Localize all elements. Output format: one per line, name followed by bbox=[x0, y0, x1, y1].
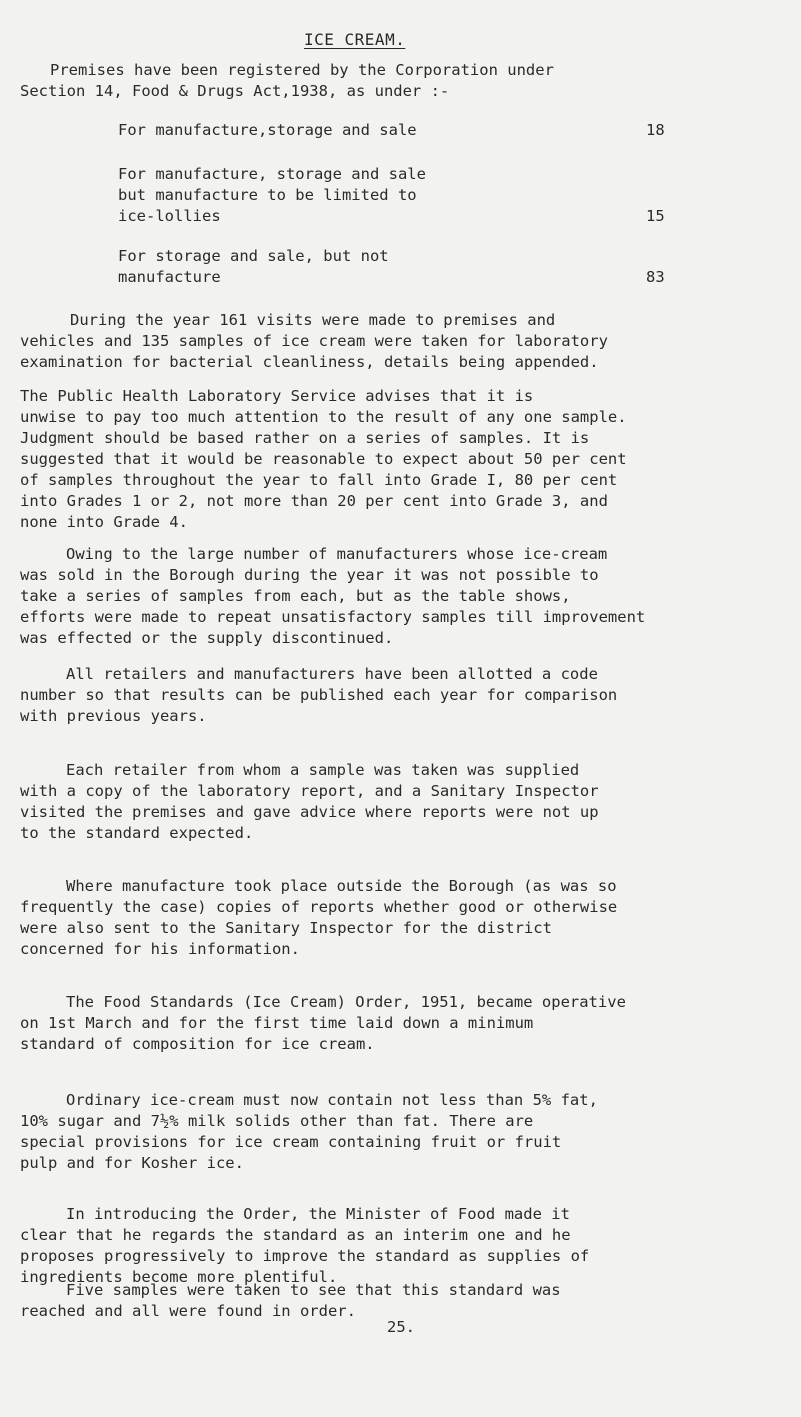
body-paragraph: During the year 161 visits were made to premises and vehicles and 135 samples of ice cream were taken for laboratory examination for bacterial cleanliness, details being appended. bbox=[20, 311, 608, 371]
body-paragraph: All retailers and manufacturers have been allotted a code number so that results can be published each year for comparison with previous years. bbox=[20, 665, 618, 725]
page-title: ICE CREAM. bbox=[304, 30, 406, 49]
registration-row bbox=[118, 246, 738, 288]
registration-label: For manufacture, storage and sale but manufacture to be limited to ice-lollies bbox=[118, 165, 426, 225]
registration-count: 83 bbox=[646, 268, 665, 286]
registration-row bbox=[118, 120, 738, 141]
registration-count: 18 bbox=[646, 121, 665, 139]
body-paragraph: Owing to the large number of manufacturers whose ice-cream was sold in the Borough during the year it was not possible to take a series of samples from each, but as the table shows, efforts were made to repeat unsatisfactory samples till improvement was effected or the supply discontinued. bbox=[20, 545, 646, 647]
intro-paragraph: Premises have been registered by the Corporation under Section 14, Food & Drugs Act,1938, as under :- bbox=[20, 61, 554, 100]
registration-row bbox=[118, 164, 738, 227]
registration-count: 15 bbox=[646, 207, 665, 225]
body-paragraph: Ordinary ice-cream must now contain not less than 5% fat, 10% sugar and 7½% milk solids other than fat. There are special provisions for ice cream containing fruit or fruit pulp and for Kosher ice. bbox=[20, 1091, 598, 1172]
body-paragraph: Each retailer from whom a sample was taken was supplied with a copy of the laboratory report, and a Sanitary Inspector visited the premises and gave advice where reports were not up to the standard expected. bbox=[20, 761, 599, 842]
body-paragraph: Five samples were taken to see that this standard was reached and all were found in order. bbox=[20, 1281, 561, 1320]
page-number: 25. bbox=[387, 1318, 415, 1336]
body-paragraph: The Public Health Laboratory Service advises that it is unwise to pay too much attention to the result of any one sample. Judgment should be based rather on a series of samples. It is suggested that it would be reasonable to expect about 50 per cent of samples throughout the year to fall into Grade I, 80 per cent into Grades 1 or 2, not more than 20 per cent into Grade 3, and none into Grade 4. bbox=[20, 387, 627, 531]
body-paragraph: In introducing the Order, the Minister of Food made it clear that he regards the standard as an interim one and he proposes progressively to improve the standard as supplies of ingredients become more plentiful. bbox=[20, 1205, 590, 1286]
registration-label: For storage and sale, but not manufacture bbox=[118, 247, 389, 286]
body-paragraph: The Food Standards (Ice Cream) Order, 1951, became operative on 1st March and for the first time laid down a minimum standard of composition for ice cream. bbox=[20, 993, 626, 1053]
registration-label: For manufacture,storage and sale bbox=[118, 121, 417, 139]
body-paragraph: Where manufacture took place outside the Borough (as was so frequently the case) copies of reports whether good or otherwise were also sent to the Sanitary Inspector for the district concerned for his information. bbox=[20, 877, 618, 958]
